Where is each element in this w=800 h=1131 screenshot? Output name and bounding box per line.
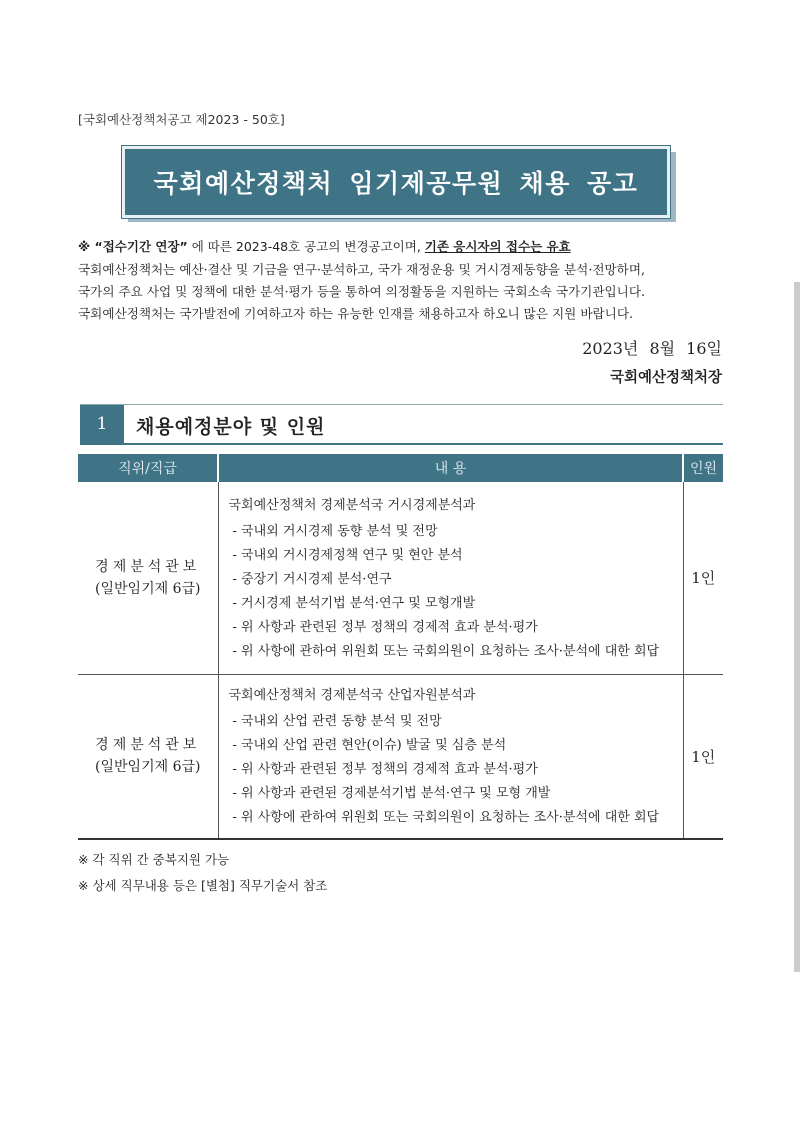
duty-item: - 국내외 거시경제정책 연구 및 현안 분석	[232, 547, 463, 563]
position-title: 경제분석관보	[95, 737, 201, 754]
position-title: 경제분석관보	[95, 558, 201, 575]
positions-table	[78, 454, 723, 840]
position-grade: (일반임기제 6급)	[95, 580, 201, 597]
notice-emphasis: 기존 응시자의 접수는 유효	[424, 239, 571, 254]
duty-item: - 위 사항과 관련된 경제분석기법 분석·연구 및 모형 개발	[232, 786, 551, 802]
department: 국회예산정책처 경제분석국 거시경제분석과	[228, 497, 476, 513]
duty-item: - 중장기 거시경제 분석·연구	[232, 571, 392, 587]
position-cell	[78, 482, 218, 674]
notice-date: 2023년 8월 16일	[582, 339, 722, 358]
duty-item: - 위 사항에 관하여 위원회 또는 국회의원이 요청하는 조사·분석에 대한 회답	[232, 810, 660, 826]
change-notice	[78, 237, 571, 255]
intro-paragraph	[78, 259, 728, 325]
notice-prefix: ※	[78, 239, 95, 254]
section-title: 채용예정분야 및 인원	[136, 416, 326, 438]
intro-line: 국회예산정책처는 국가발전에 기여하고자 하는 유능한 인재를 채용하고자 하오니 많은 지원 바랍니다.	[78, 306, 633, 321]
duty-item: - 위 사항과 관련된 정부 정책의 경제적 효과 분석·평가	[232, 619, 538, 635]
duty-item: - 위 사항에 관하여 위원회 또는 국회의원이 요청하는 조사·분석에 대한 회답	[232, 643, 660, 659]
duty-item: - 위 사항과 관련된 정부 정책의 경제적 효과 분석·평가	[232, 762, 538, 778]
table-row	[78, 482, 723, 674]
footnote: ※ 각 직위 간 중복지원 가능	[78, 852, 230, 867]
section-number: 1	[80, 405, 124, 443]
notice-middle: 에 따른 2023-48호 공고의 변경공고이며,	[187, 239, 425, 254]
table-header-row	[78, 454, 723, 482]
duty-item: - 국내외 산업 관련 동향 분석 및 전망	[232, 714, 442, 730]
count-cell: 1인	[683, 674, 723, 839]
position-grade: (일반임기제 6급)	[95, 759, 201, 776]
duty-item: - 국내외 거시경제 동향 분석 및 전망	[232, 523, 438, 539]
page-edge-strip	[794, 282, 800, 972]
intro-line: 국가의 주요 사업 및 정책에 대한 분석·평가 등을 통하여 의정활동을 지원하는 국회소속 국가기관입니다.	[78, 284, 645, 299]
duty-item: - 국내외 산업 관련 현안(이슈) 발굴 및 심층 분석	[232, 738, 507, 754]
position-cell	[78, 674, 218, 839]
header-content: 내 용	[218, 454, 683, 482]
content-cell	[218, 482, 683, 674]
header-position: 직위/직급	[78, 454, 218, 482]
department: 국회예산정책처 경제분석국 산업자원분석과	[228, 688, 476, 704]
issuer: 국회예산정책처장	[609, 370, 722, 386]
duty-item: - 거시경제 분석기법 분석·연구 및 모형개발	[232, 595, 476, 611]
table-row	[78, 674, 723, 839]
page-title: 국회예산정책처 임기제공무원 채용 공고	[153, 169, 639, 198]
title-banner	[122, 146, 670, 218]
section-header	[80, 404, 723, 445]
header-count: 인원	[683, 454, 723, 482]
intro-line: 국회예산정책처는 예산·결산 및 기금을 연구·분석하고, 국가 재정운용 및 거시경제동향을 분석·전망하며,	[78, 262, 645, 277]
count-cell: 1인	[683, 482, 723, 674]
notice-quoted: “접수기간 연장”	[94, 239, 188, 254]
footnote: ※ 상세 직무내용 등은 [별첨] 직무기술서 참조	[78, 878, 328, 893]
content-cell	[218, 674, 683, 839]
notice-number: [국회예산정책처공고 제2023 - 50호]	[78, 112, 285, 127]
